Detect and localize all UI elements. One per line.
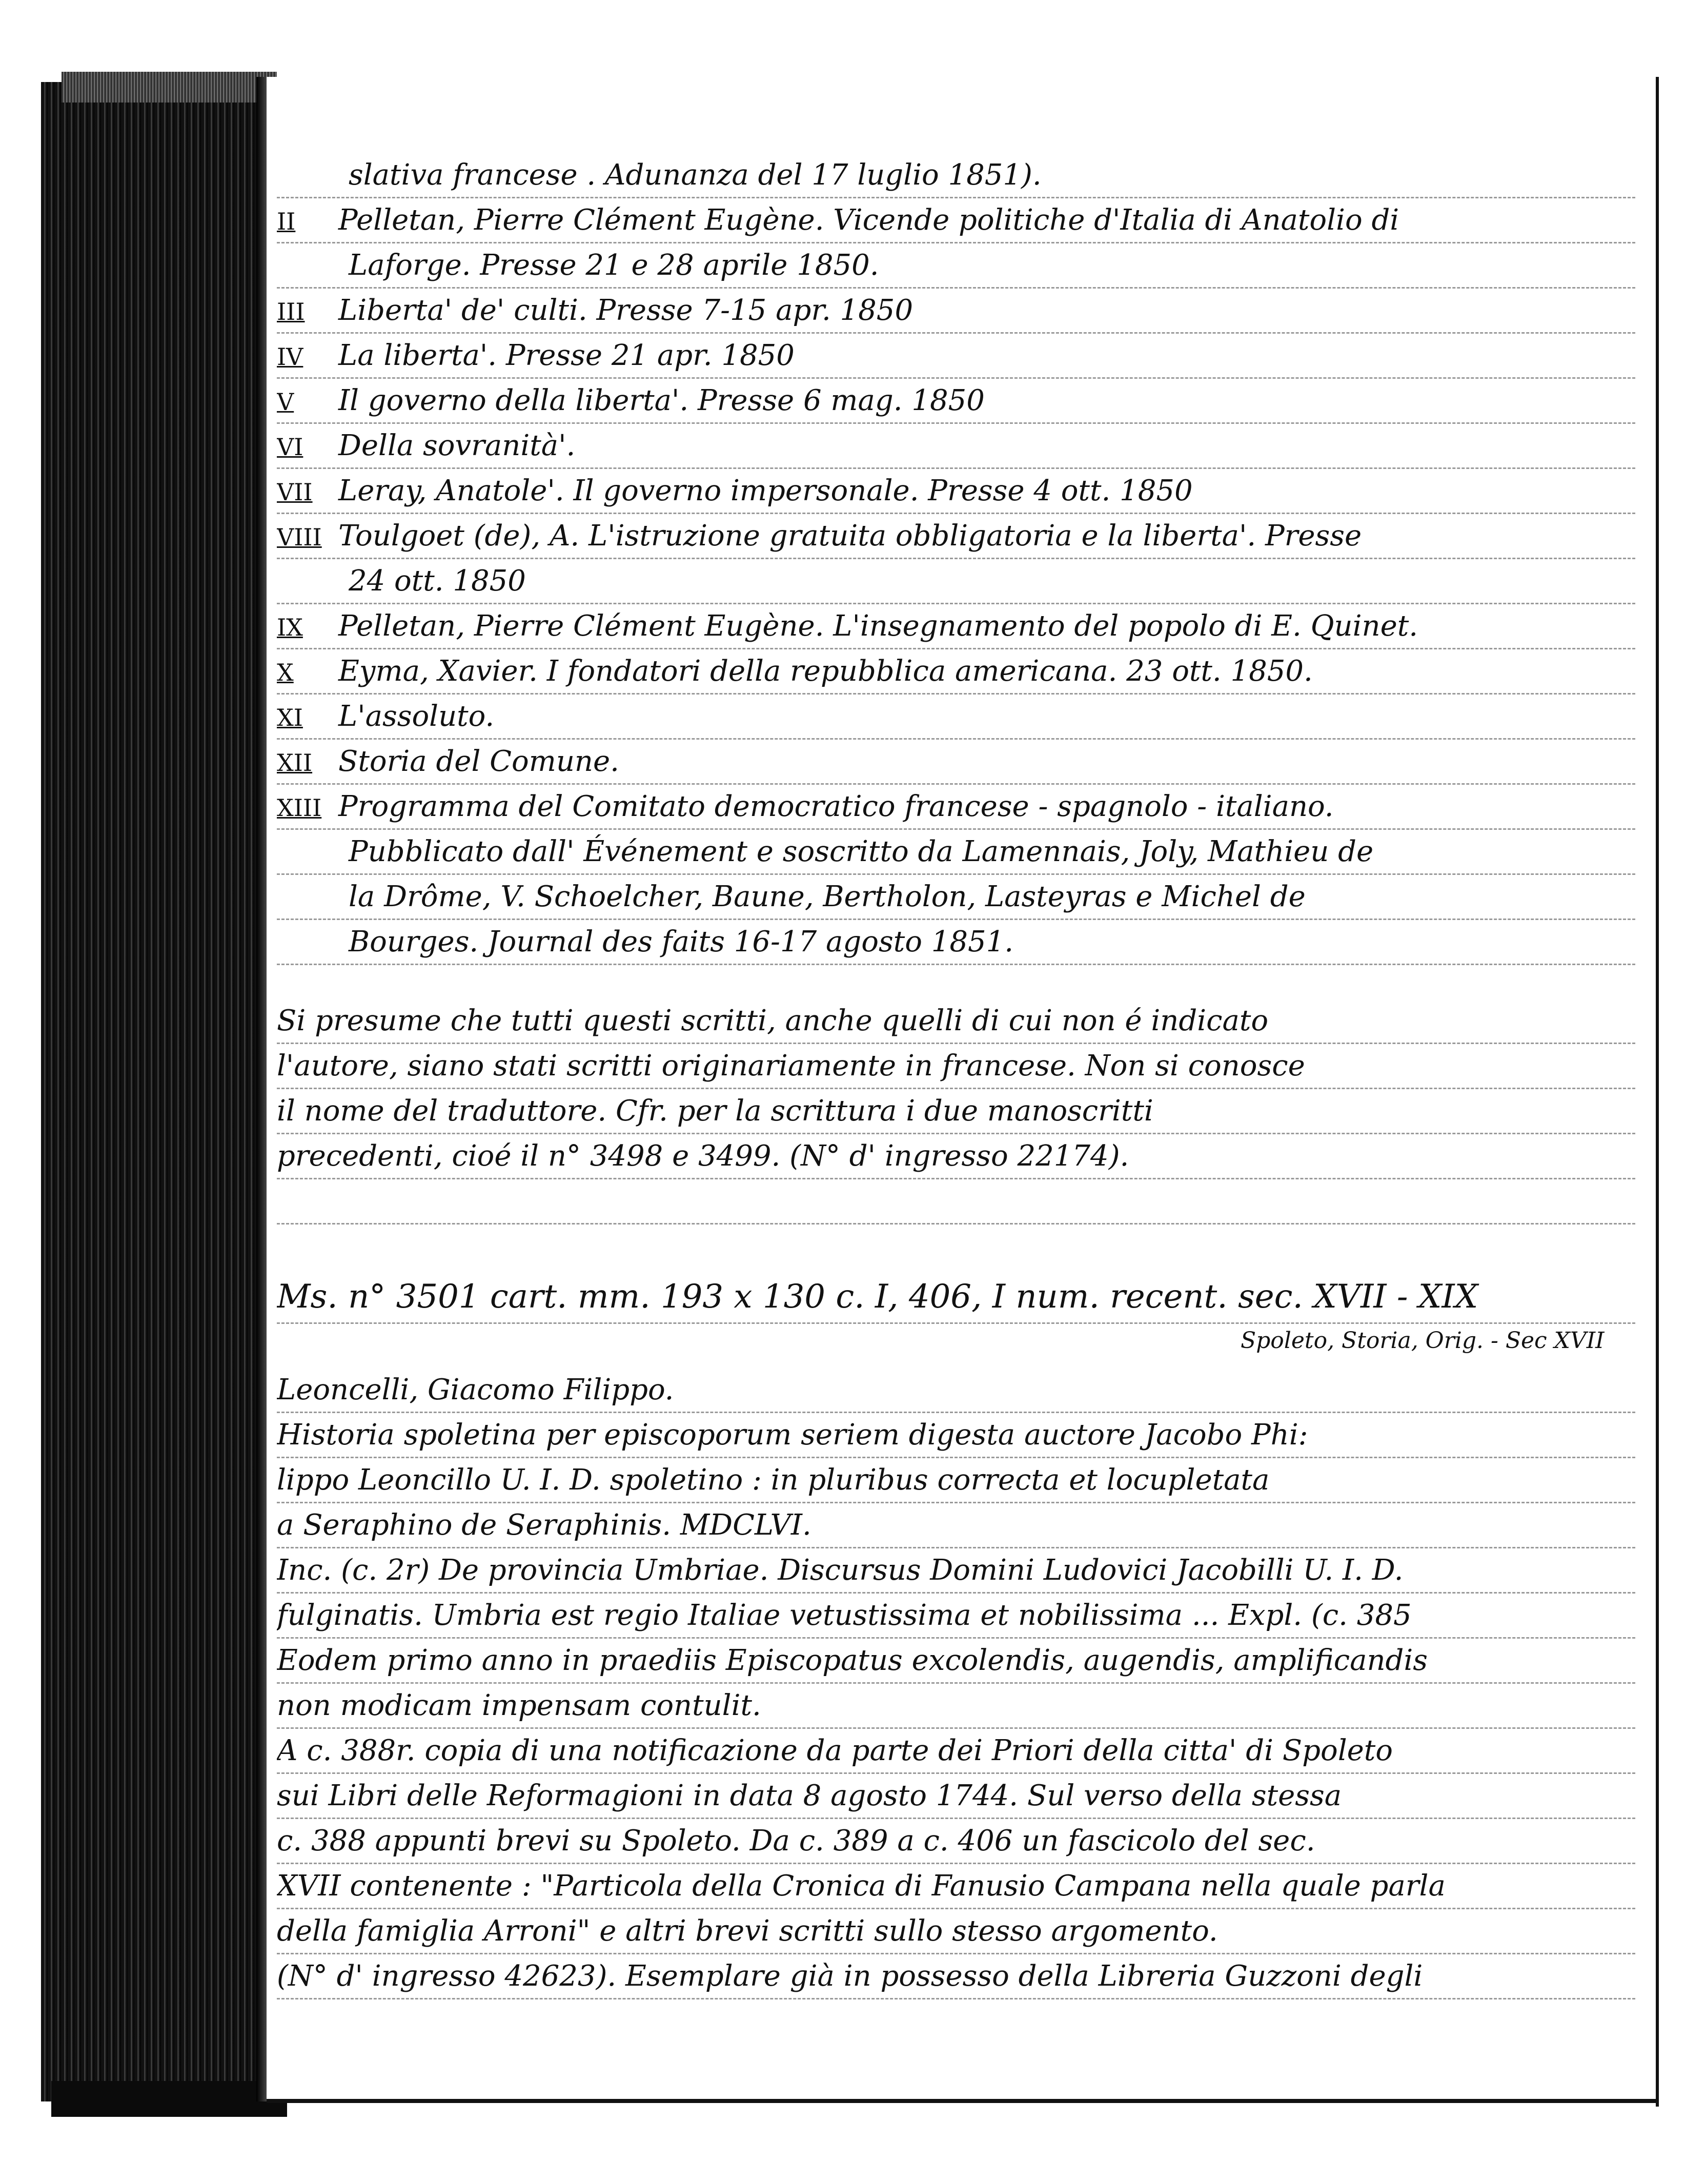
entry-13-cont bbox=[277, 830, 1635, 875]
ms-author: Leoncelli, Giacomo Filippo. bbox=[277, 1373, 674, 1406]
entry-text: Il governo della liberta'. Presse 6 mag. 1850 bbox=[338, 384, 985, 417]
ms-text: della famiglia Arroni" e altri brevi scritti sullo stesso argomento. bbox=[277, 1914, 1218, 1948]
entry-number: III bbox=[277, 298, 305, 325]
ms-text: Historia spoletina per episcoporum seriem digesta auctore Jacobo Phi: bbox=[277, 1418, 1308, 1452]
ms-line bbox=[277, 1414, 1635, 1458]
entry-text: Pelletan, Pierre Clément Eugène. Vicende politiche d'Italia di Anatolio di bbox=[338, 203, 1399, 237]
ms-line bbox=[277, 1639, 1635, 1684]
blank-ruled-line bbox=[277, 1180, 1635, 1224]
ms-line bbox=[277, 1459, 1635, 1503]
ms-text: Inc. (c. 2r) De provincia Umbriae. Discursus Domini Ludovici Jacobilli U. I. D. bbox=[277, 1554, 1404, 1587]
entry-text: L'assoluto. bbox=[338, 700, 495, 733]
page-bottom-edge bbox=[267, 2099, 1659, 2103]
entry-text: Toulgoet (de), A. L'istruzione gratuita obbligatoria e la liberta'. Presse bbox=[338, 519, 1362, 553]
book-top-edges bbox=[62, 72, 277, 103]
note-text: precedenti, cioé il n° 3498 e 3499. (N° d' ingresso 22174). bbox=[277, 1139, 1129, 1173]
ms-line bbox=[277, 1774, 1635, 1819]
ms-text: fulginatis. Umbria est regio Italiae vetustissima et nobilissima ... Expl. (c. 385 bbox=[277, 1599, 1412, 1632]
entry-7 bbox=[277, 470, 1635, 514]
entry-text: Laforge. Presse 21 e 28 aprile 1850. bbox=[349, 249, 879, 282]
ms-line bbox=[277, 1369, 1635, 1413]
entry-number: XI bbox=[277, 704, 303, 731]
entry-text: Pelletan, Pierre Clément Eugène. L'insegnamento del popolo di E. Quinet. bbox=[338, 609, 1418, 643]
ms-subject-annotation: Spoleto, Storia, Orig. - Sec XVII bbox=[1241, 1328, 1605, 1354]
ms-line bbox=[277, 1729, 1635, 1774]
entry-number: II bbox=[277, 208, 296, 235]
entry-text: Eyma, Xavier. I fondatori della repubblica americana. 23 ott. 1850. bbox=[338, 655, 1313, 688]
book-page-edges bbox=[41, 82, 267, 2101]
entry-text: Bourges. Journal des faits 16-17 agosto 1851. bbox=[349, 925, 1014, 958]
entry-number: X bbox=[277, 659, 294, 686]
note-text: l'autore, siano stati scritti originariamente in francese. Non si conosce bbox=[277, 1049, 1305, 1083]
entry-text: 24 ott. 1850 bbox=[349, 564, 526, 598]
ms-text: (N° d' ingresso 42623). Esemplare già in possesso della Libreria Guzzoni degli bbox=[277, 1960, 1423, 1993]
ms-line bbox=[277, 1504, 1635, 1548]
entry-8 bbox=[277, 515, 1635, 559]
note-text: il nome del traduttore. Cfr. per la scrittura i due manoscritti bbox=[277, 1094, 1153, 1128]
ms-line bbox=[277, 1910, 1635, 1954]
continuation-text: slativa francese . Adunanza del 17 luglio 1851). bbox=[349, 158, 1042, 192]
entry-13-cont bbox=[277, 921, 1635, 965]
entry-number: IV bbox=[277, 343, 303, 371]
entry-number: XII bbox=[277, 749, 313, 777]
ms-line bbox=[277, 1865, 1635, 1909]
entry-text: Storia del Comune. bbox=[338, 745, 619, 778]
entry-text: Pubblicato dall' Événement e soscritto da Lamennais, Joly, Mathieu de bbox=[349, 835, 1374, 868]
ms-text: c. 388 appunti brevi su Spoleto. Da c. 389 a c. 406 un fascicolo del sec. bbox=[277, 1824, 1315, 1858]
ms-text: a Seraphino de Seraphinis. MDCLVI. bbox=[277, 1508, 811, 1542]
entry-text: Leray, Anatole'. Il governo impersonale. Presse 4 ott. 1850 bbox=[338, 474, 1193, 507]
ms-text: non modicam impensam contulit. bbox=[277, 1689, 761, 1722]
entry-2 bbox=[277, 199, 1635, 243]
entry-11 bbox=[277, 695, 1635, 740]
ms-heading-text: Ms. n° 3501 cart. mm. 193 x 130 c. I, 406, I num. recent. sec. XVII - XIX bbox=[277, 1278, 1478, 1316]
entry-text: la Drôme, V. Schoelcher, Baune, Bertholon, Lasteyras e Michel de bbox=[349, 880, 1306, 913]
entry-number: V bbox=[277, 388, 294, 416]
ms-text: lippo Leoncillo U. I. D. spoletino : in pluribus correcta et locupletata bbox=[277, 1463, 1270, 1497]
note-line bbox=[277, 1135, 1635, 1179]
entry-2-cont bbox=[277, 244, 1635, 289]
entry-13 bbox=[277, 785, 1635, 830]
entry-number: XIII bbox=[277, 794, 322, 822]
entry-6 bbox=[277, 424, 1635, 469]
note-text: Si presume che tutti questi scritti, anche quelli di cui non é indicato bbox=[277, 1004, 1269, 1037]
entry-9 bbox=[277, 605, 1635, 649]
entry-number: VIII bbox=[277, 523, 322, 551]
entry-3 bbox=[277, 289, 1635, 334]
entry-13-cont bbox=[277, 875, 1635, 920]
ms-heading bbox=[277, 1271, 1635, 1324]
entry-4 bbox=[277, 334, 1635, 379]
note-line bbox=[277, 999, 1635, 1044]
book-gutter bbox=[256, 77, 267, 2101]
entry-number: VI bbox=[277, 433, 303, 461]
ms-line bbox=[277, 1820, 1635, 1864]
ms-text: sui Libri delle Reformagioni in data 8 agosto 1744. Sul verso della stessa bbox=[277, 1779, 1342, 1812]
note-line bbox=[277, 1045, 1635, 1089]
entry-5 bbox=[277, 379, 1635, 424]
manuscript-page bbox=[267, 77, 1656, 2099]
entry-text: Della sovranità'. bbox=[338, 429, 576, 462]
entry-text: Programma del Comitato democratico francese - spagnolo - italiano. bbox=[338, 790, 1334, 823]
ms-line bbox=[277, 1684, 1635, 1729]
entry-text: La liberta'. Presse 21 apr. 1850 bbox=[338, 339, 795, 372]
continuation-line bbox=[277, 154, 1635, 198]
entry-12 bbox=[277, 740, 1635, 785]
note-line bbox=[277, 1090, 1635, 1134]
page-right-edge bbox=[1656, 77, 1659, 2107]
entry-number: VII bbox=[277, 478, 313, 506]
ms-text: XVII contenente : "Particola della Cronica di Fanusio Campana nella quale parla bbox=[277, 1869, 1446, 1903]
ms-line bbox=[277, 1594, 1635, 1639]
entry-number: IX bbox=[277, 614, 303, 641]
ms-line bbox=[277, 1549, 1635, 1594]
ms-text: A c. 388r. copia di una notificazione da parte dei Priori della citta' di Spoleto bbox=[277, 1734, 1393, 1767]
book-bottom-edges bbox=[51, 2081, 287, 2117]
ms-text: Eodem primo anno in praediis Episcopatus excolendis, augendis, amplificandis bbox=[277, 1644, 1428, 1677]
entry-text: Liberta' de' culti. Presse 7-15 apr. 1850 bbox=[338, 294, 913, 327]
ms-line bbox=[277, 1955, 1635, 1999]
entry-10 bbox=[277, 650, 1635, 695]
entry-8-cont bbox=[277, 560, 1635, 604]
